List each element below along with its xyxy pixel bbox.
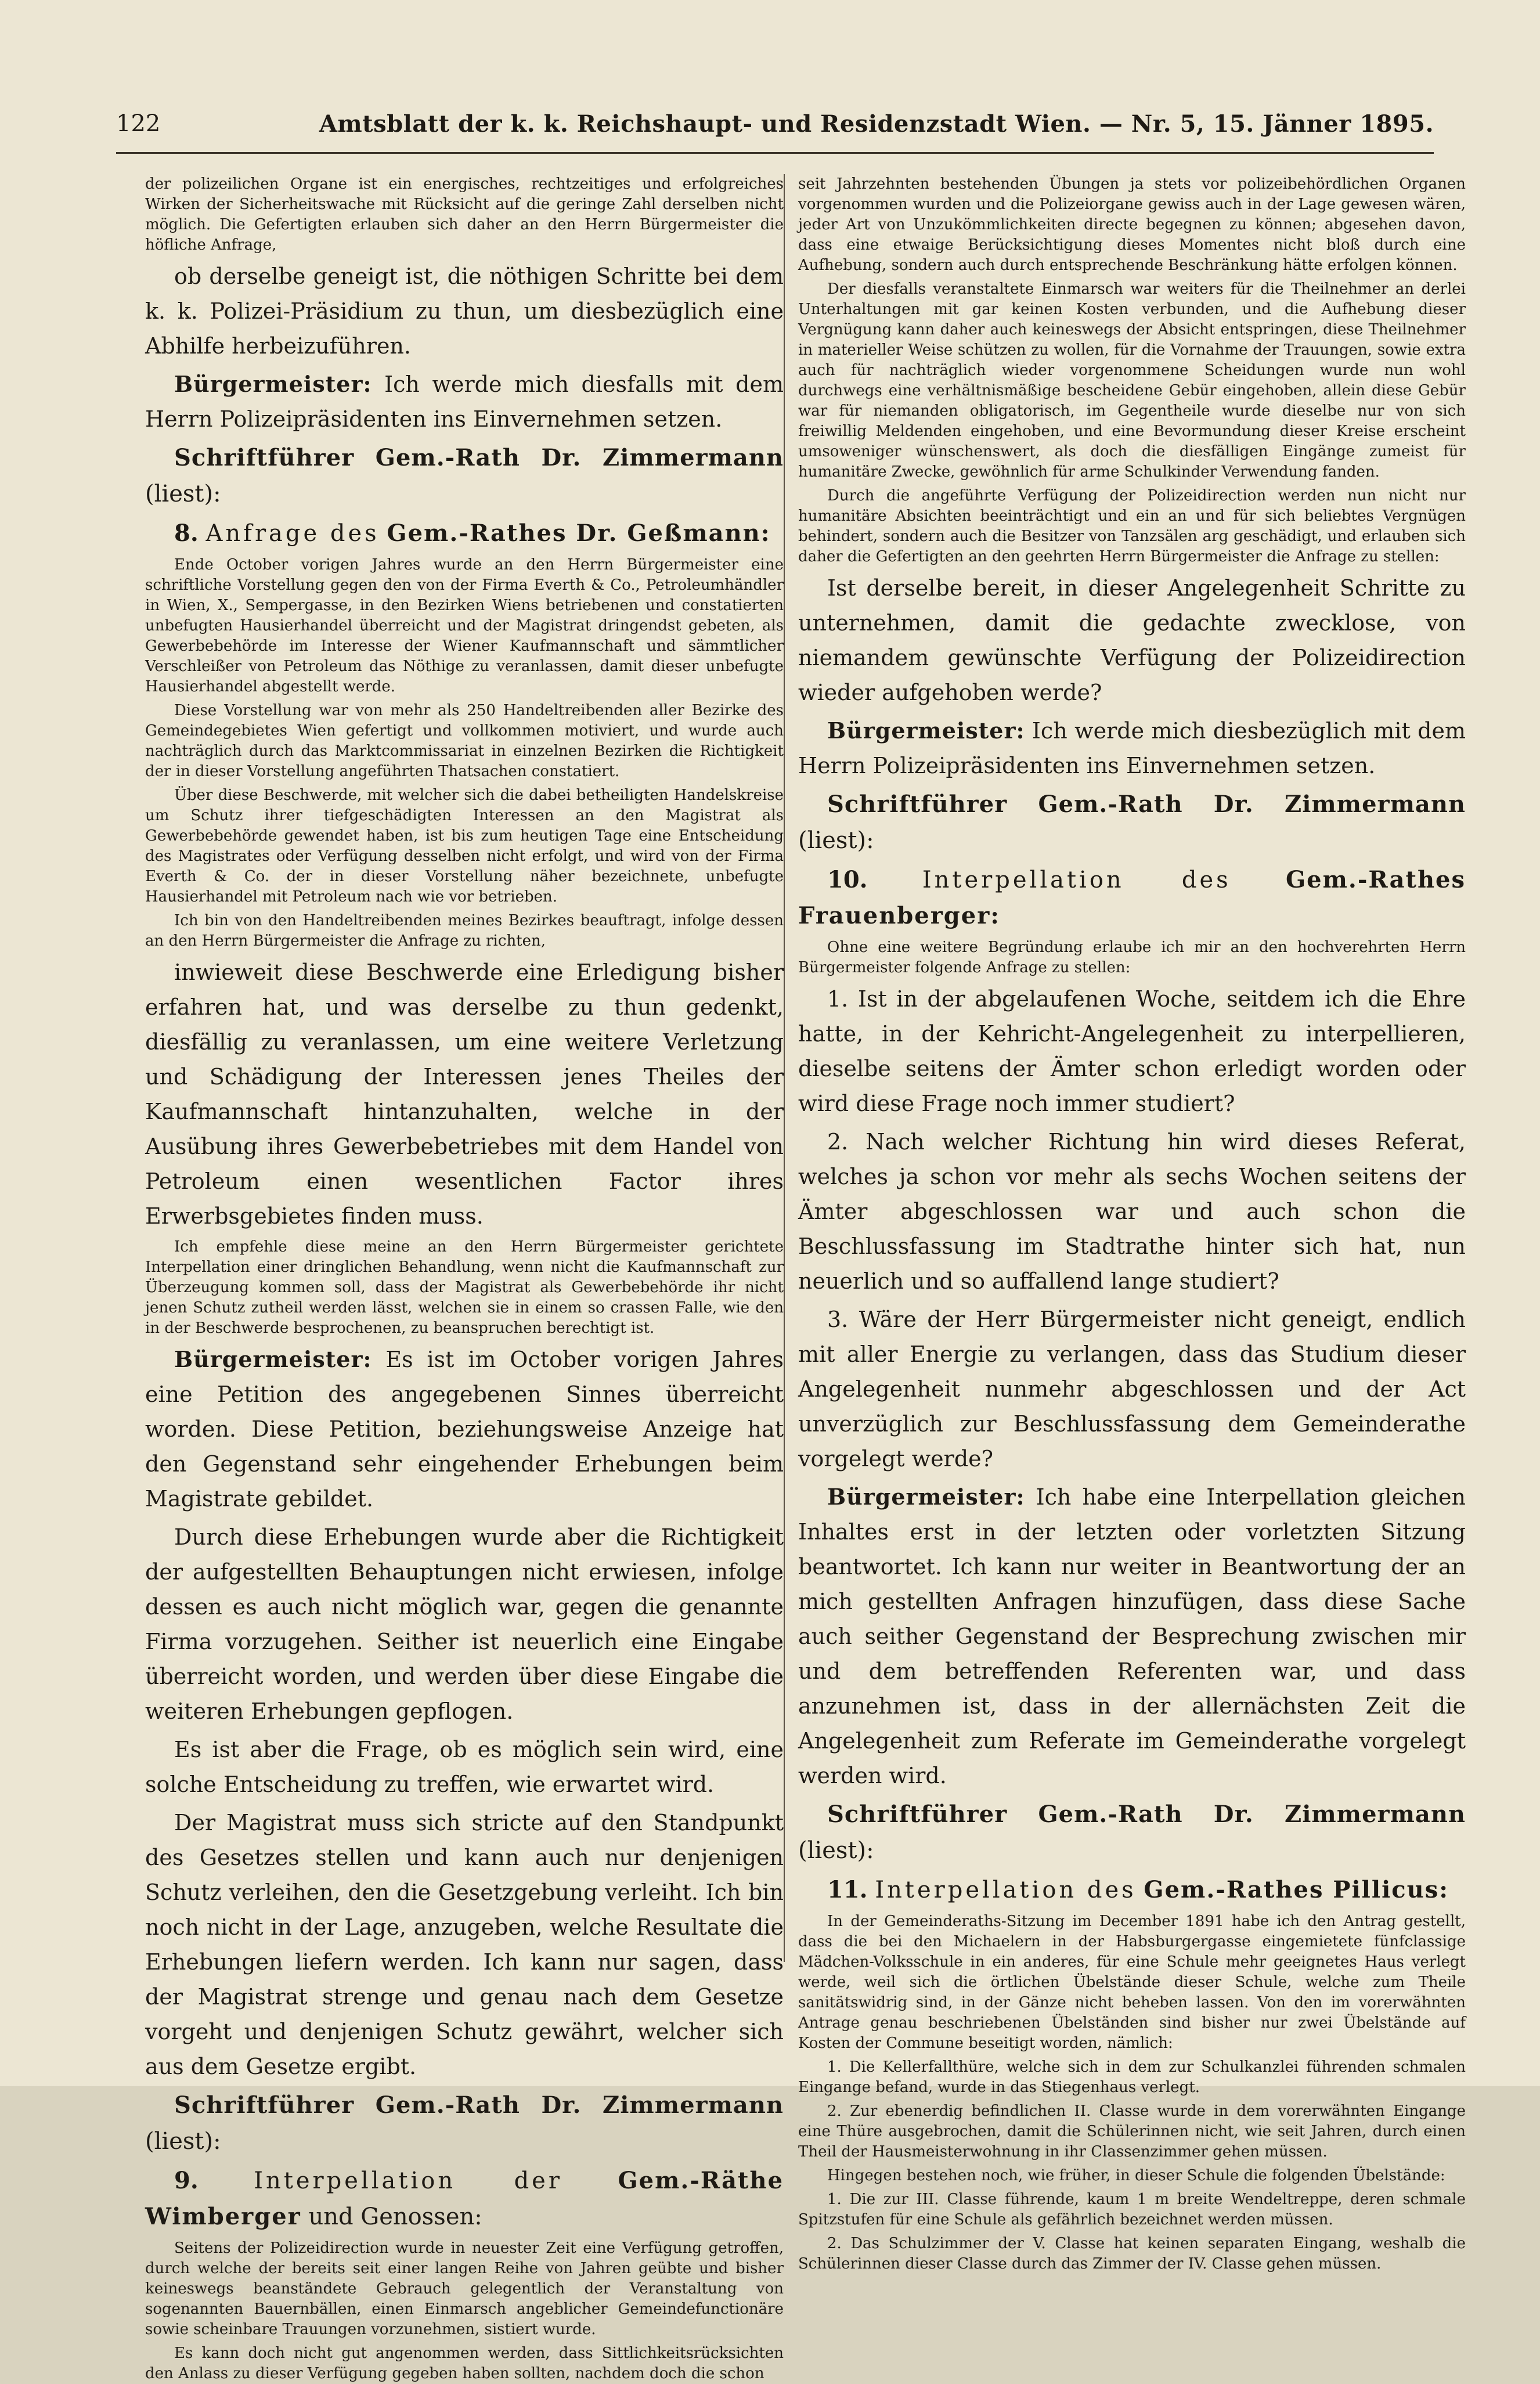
speaker-note: (liest): — [145, 481, 221, 507]
councillor-name: Gem.-Räthe Wimberger — [145, 2167, 784, 2230]
councillor-name: Gem.-Rathes Frauenberger: — [798, 866, 1466, 929]
speaker-name: Bürgermeister: — [174, 1346, 372, 1372]
paragraph: In der Gemeinderaths-Sitzung im December 1891 habe ich den Antrag gestellt, dass die bei den Michaelern in der Habsburgergasse eingemietete fünfclassige Mädchen-Volksschule in ein anderes, für eine Schule mehr geeignetes Haus verlegt werde, weil sich die örtlichen Übelstände dieser Schule, welche zum Theile sanitätswidrig sind, in der Gänze nicht beheben lassen. Von den im vorerwähnten Antrage genau beschriebenen Übelständen sind bisher nur zwei Übelstände auf Kosten der Commune beseitigt worden, nämlich: — [798, 1913, 1466, 2052]
page-number: 122 — [116, 110, 161, 137]
column-divider — [784, 174, 785, 1962]
page-header — [116, 110, 1434, 145]
paragraph: Über diese Beschwerde, mit welcher sich die dabei betheiligten Handelskreise um Schutz ihrer tiefgeschädigten Interessen an den Magistrat als Gewerbebehörde gewendet haben, ist bis zum heutigen Tage eine Entscheidung des Magistrates oder Verfügung desselben nicht erfolgt, und wird von der Firma Everth & Co. der in dieser Vorstellung näher bezeichnete, unbefugte Hausierhandel mit Petroleum nach wie vor betrieben. — [145, 787, 784, 906]
paragraph: ob derselbe geneigt ist, die nöthigen Schritte bei dem k. k. Polizei-Präsidium zu thun, um diesbezüglich eine Abhilfe herbeizuführen. — [145, 264, 784, 359]
item-type: Interpellation des — [875, 1877, 1137, 1903]
paragraph: Ich empfehle diese meine an den Herrn Bürgermeister gerichtete Interpellation einer dringlichen Behandlung, wenn nicht die Kaufmannschaft zur Überzeugung kommen soll, dass der Magistrat als Gewerbebehörde ihr nicht jenen Schutz zutheil werden lässt, welchen sie in einem so crassen Falle, wie den in der Beschwerde besprochenen, zu beanspruchen berechtigt ist. — [145, 1238, 784, 1337]
paragraph: Hingegen bestehen noch, wie früher, in dieser Schule die folgenden Übelstände: — [827, 2167, 1445, 2184]
right-column — [798, 174, 1466, 2273]
speech-text: Es ist im October vorigen Jahres eine Petition des angegebenen Sinnes überreicht worden. Diese Petition, beziehungsweise Anzeige hat den Gegenstand sehr eingehender Erhebungen beim Magistrate gebildet. — [145, 1347, 784, 1512]
speaker-note: (liest): — [145, 2128, 221, 2155]
paragraph: Es kann doch nicht gut angenommen werden, dass Sittlichkeitsrücksichten den Anlass zu dieser Verfügung gegeben haben sollten, nachdem doch die schon — [145, 2345, 784, 2382]
speaker-name: Schriftführer Gem.-Rath Dr. Zimmermann — [827, 791, 1466, 818]
paragraph: Ende October vorigen Jahres wurde an den Herrn Bürgermeister eine schriftliche Vorstellung gegen den von der Firma Everth & Co., Petroleumhändler in Wien, X., Sempergasse, in den Bezirken Wiens betriebenen und constatierten unbefugten Hausierhandel überreicht und der Magistrat dringendst gebeten, als Gewerbebehörde im Interesse der Wiener Kaufmannschaft und sämmtlicher Verschleißer von Petroleum das Nöthige zu veranlassen, damit dieser unbefugte Hausierhandel abgestellt werde. — [145, 556, 784, 695]
paragraph: Ich bin von den Handeltreibenden meines Bezirkes beauftragt, infolge dessen an den Herrn Bürgermeister die Anfrage zu richten, — [145, 912, 784, 950]
speaker-paragraph — [798, 713, 1466, 783]
item-number: 10. — [827, 866, 868, 893]
speaker-name: Bürgermeister: — [827, 717, 1025, 744]
item-suffix: und Genossen: — [308, 2203, 482, 2230]
paragraph: der polizeilichen Organe ist ein energisches, rechtzeitiges und erfolgreiches Wirken der Sicherheitswache mit Rücksicht auf die geringe Zahl derselben nicht möglich. Die Gefertigten erlauben sich daher an den Herrn Bürgermeister die höfliche Anfrage, — [145, 175, 784, 254]
speech-text: Ich werde mich diesfalls mit dem Herrn Polizeipräsidenten ins Einvernehmen setzen. — [145, 372, 784, 432]
question-3: 3. Wäre der Herr Bürgermeister nicht geneigt, endlich mit aller Energie zu verlangen, dass das Studium dieser Angelegenheit nunmehr abgeschlossen und der Act unverzüglich zur Beschlussfassung dem Gemeinderathe vorgelegt werde? — [798, 1307, 1466, 1471]
running-head: Amtsblatt der k. k. Reichshaupt- und Residenzstadt Wien. — Nr. 5, 15. Jänner 1895. — [319, 110, 1434, 138]
item-type: Anfrage des — [205, 520, 380, 547]
header-rule — [116, 152, 1434, 154]
item-type: Interpellation des — [922, 867, 1231, 893]
paragraph: Seitens der Polizeidirection wurde in neuester Zeit eine Verfügung getroffen, durch welche der bereits seit einer langen Reihe von Jahren geübte und bisher keineswegs beanständete Gebrauch gelegentlich der Veranstaltung von sogenannten Bauernbällen, einen Einmarsch angeblicher Gemeindefunctionäre sowie scheinbare Trauungen vorzunehmen, sistiert wurde. — [145, 2239, 784, 2338]
speaker-paragraph — [145, 367, 784, 437]
item-type: Interpellation der — [254, 2167, 562, 2194]
speaker-note: (liest): — [798, 827, 874, 854]
councillor-name: Gem.-Rathes Dr. Geßmann: — [387, 520, 771, 547]
speech-text: Ich werde mich diesbezüglich mit dem Herrn Polizeipräsidenten ins Einvernehmen setzen. — [798, 718, 1466, 778]
reader-line — [798, 787, 1466, 859]
item-number: 8. — [174, 520, 199, 547]
paragraph: Ohne eine weitere Begründung erlaube ich mir an den hochverehrten Herrn Bürgermeister folgende Anfrage zu stellen: — [798, 939, 1466, 976]
paragraph: Ist derselbe bereit, in dieser Angelegenheit Schritte zu unternehmen, damit die gedachte zwecklose, von niemandem gewünschte Verfügung der Polizeidirection wieder aufgehoben werde? — [798, 575, 1466, 705]
paragraph: Durch die angeführte Verfügung der Polizeidirection werden nun nicht nur humanitäre Absichten beeinträchtigt und ein an und für sich beliebtes Vergnügen behindert, sondern auch die Besitzer von Tanzsälen arg geschädigt, und erlauben sich daher die Gefertigten an den geehrten Herrn Bürgermeister die Anfrage zu stellen: — [798, 487, 1466, 565]
paragraph: Diese Vorstellung war von mehr als 250 Handeltreibenden aller Bezirke des Gemeindegebietes Wien gefertigt und vollkommen motiviert, und wurde auch nachträglich durch das Marktcommissariat in einzelnen Bezirken die Richtigkeit der in dieser Vorstellung angeführten Thatsachen constatiert. — [145, 702, 784, 780]
speaker-note: (liest): — [798, 1837, 874, 1864]
speaker-paragraph — [145, 1342, 784, 1516]
item-number: 9. — [174, 2167, 199, 2194]
councillor-name: Gem.-Rathes Pillicus: — [1144, 1876, 1449, 1903]
speaker-name: Schriftführer Gem.-Rath Dr. Zimmermann — [174, 2091, 784, 2119]
speaker-name: Schriftführer Gem.-Rath Dr. Zimmermann — [827, 1801, 1466, 1828]
item-title — [798, 1872, 1466, 1908]
question-1: 1. Ist in der abgelaufenen Woche, seitdem ich die Ehre hatte, in der Kehricht-Angelegenheit zu interpellieren, dieselbe seitens der Ämter schon erledigt worden oder wird diese Frage noch immer studiert? — [798, 986, 1466, 1116]
speaker-name: Bürgermeister: — [827, 1484, 1025, 1510]
reader-line — [145, 440, 784, 512]
paragraph: inwieweit diese Beschwerde eine Erledigung bisher erfahren hat, und was derselbe zu thun gedenkt, diesfällig zu veranlassen, um eine weitere Verletzung und Schädigung der Interessen jenes Theiles der Kaufmannschaft hintanzuhalten, welche in der Ausübung ihres Gewerbebetriebes mit dem Handel von Petroleum einen wesentlichen Factor ihres Erwerbsgebietes finden muss. — [145, 960, 784, 1229]
paragraph: Es ist aber die Frage, ob es möglich sein wird, eine solche Entscheidung zu treffen, wie erwartet wird. — [145, 1737, 784, 1797]
reader-line — [798, 1797, 1466, 1869]
speaker-name: Bürgermeister: — [174, 371, 372, 397]
speech-text: Ich habe eine Interpellation gleichen Inhaltes erst in der letzten oder vorletzten Sitzung beantwortet. Ich kann nur weiter in Beantwortung der an mich gestellten Anfragen hinzufügen, dass diese Sache auch seither Gegenstand der Besprechung zwischen mir und dem betreffenden Referenten war, und dass anzunehmen ist, dass in der allernächsten Zeit die Angelegenheit zum Referate im Gemeinderathe vorgelegt werden wird. — [798, 1484, 1466, 1788]
speaker-name: Schriftführer Gem.-Rath Dr. Zimmermann — [174, 444, 784, 471]
item-title — [145, 2163, 784, 2235]
reader-line — [145, 2087, 784, 2159]
paragraph: seit Jahrzehnten bestehenden Übungen ja stets vor polizeibehördlichen Organen vorgenommen wurden und die Polizeiorgane gewiss auch in der Lage gewesen wären, jeder Art von Unzukömmlichkeiten directe begegnen zu können; abgesehen davon, dass eine etwaige Berücksichtigung dieses Momentes nicht bloß durch eine Aufhebung, sondern auch durch entsprechende Beschränkung hätte erfolgen können. — [798, 175, 1466, 274]
list-item: 2. Zur ebenerdig befindlichen II. Classe wurde in dem vorerwähnten Eingange eine Thüre ausgebrochen, damit die Schülerinnen nicht, wie seit Jahren, durch einen Theil der Hausmeisterwohnung in ihr Classenzimmer gehen müssen. — [798, 2102, 1466, 2161]
paragraph: Durch diese Erhebungen wurde aber die Richtigkeit der aufgestellten Behauptungen nicht erwiesen, infolge dessen es auch nicht möglich war, gegen die genannte Firma vorzugehen. Seither ist neuerlich eine Eingabe überreicht worden, und werden über diese Eingabe die weiteren Erhebungen gepflogen. — [145, 1524, 784, 1724]
item-title — [798, 862, 1466, 934]
question-2: 2. Nach welcher Richtung hin wird dieses Referat, welches ja schon vor mehr als sechs Wochen seitens der Ämter abgeschlossen war und auch schon die Beschlussfassung im Stadtrathe hinter sich hat, nun neuerlich und so auffallend lange studiert? — [798, 1129, 1466, 1294]
speaker-paragraph — [798, 1480, 1466, 1793]
paragraph: Der diesfalls veranstaltete Einmarsch war weiters für die Theilnehmer an derlei Unterhaltungen mit gar keinen Kosten verbunden, und die Aufhebung dieser Vergnügung kann daher auch keineswegs der Absicht entspringen, diese Theilnehmer in materieller Weise schützen zu wollen, für die Vornahme der Trauungen, sowie extra auch für nachträglich wieder vorgenommene Scheidungen wurde nun wohl durchwegs eine verhältnismäßige bescheidene Gebür eingehoben, allein diese Gebür war für niemanden obligatorisch, im Gegentheile wurde dieselbe nur von sich freiwillig Meldenden eingehoben, und eine Bevormundung dieser Kreise erscheint umsoweniger wünschenswert, als doch die diesfälligen Eingänge zumeist für humanitäre Zwecke, gewöhnlich für arme Schulkinder Verwendung fanden. — [798, 280, 1466, 481]
item-number: 11. — [827, 1876, 868, 1903]
list-item: 1. Die Kellerfallthüre, welche sich in dem zur Schulkanzlei führenden schmalen Eingange befand, wurde in das Stiegenhaus verlegt. — [798, 2058, 1466, 2096]
item-title — [145, 515, 784, 551]
list-item: 2. Das Schulzimmer der V. Classe hat keinen separaten Eingang, weshalb die Schülerinnen dieser Classe durch das Zimmer der IV. Classe gehen müssen. — [798, 2235, 1466, 2273]
paragraph: Der Magistrat muss sich stricte auf den Standpunkt des Gesetzes stellen und kann auch nur denjenigen Schutz verleihen, den die Gesetzgebung verleiht. Ich bin noch nicht in der Lage, anzugeben, welche Resultate die Erhebungen liefern werden. Ich kann nur sagen, dass der Magistrat strenge und genau nach dem Gesetze vorgeht und denjenigen Schutz gewährt, welcher sich aus dem Gesetze ergibt. — [145, 1810, 784, 2079]
list-item: 1. Die zur III. Classe führende, kaum 1 m breite Wendeltreppe, deren schmale Spitzstufen für eine Schule als gefährlich bezeichnet werden müssen. — [798, 2191, 1466, 2228]
left-column — [145, 174, 784, 2382]
